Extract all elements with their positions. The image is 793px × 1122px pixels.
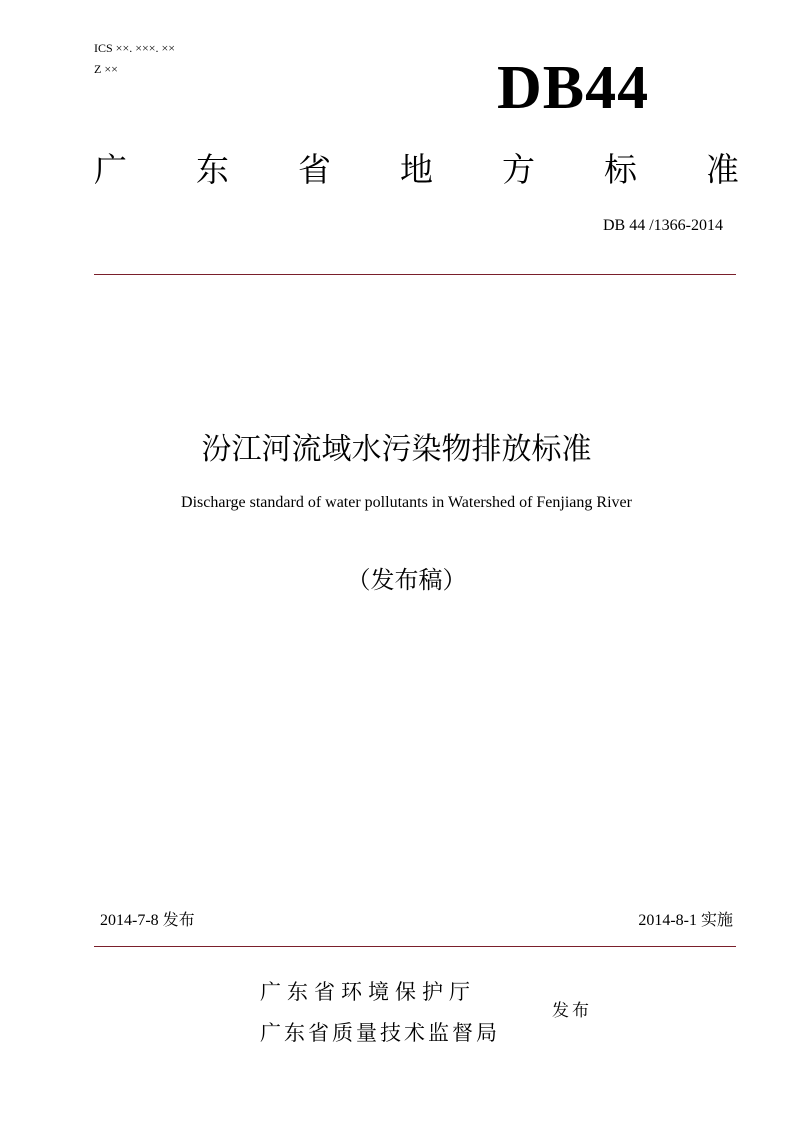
issue-verb: 发布 (552, 1001, 592, 1021)
document-status: （发布稿） (346, 566, 467, 594)
standard-type-title (94, 145, 739, 189)
standard-type-char: 标 (604, 149, 637, 189)
standard-type-char: 方 (502, 149, 535, 189)
bottom-divider (94, 946, 736, 947)
issuer-quality-supervision: 广东省质量技术监督局 (260, 1021, 500, 1045)
standard-type-char: 准 (706, 149, 739, 189)
standard-number: DB 44 /1366-2014 (603, 217, 723, 234)
standard-type-char: 地 (400, 149, 433, 189)
z-classification-code: Z ×× (94, 62, 118, 76)
document-title-english: Discharge standard of water pollutants in Watershed of Fenjiang River (181, 494, 632, 511)
ics-code: ICS ××. ×××. ×× (94, 41, 176, 55)
implementation-date: 2014-8-1 实施 (638, 912, 733, 929)
issuer-environmental-protection: 广东省环境保护厅 (260, 980, 476, 1004)
issue-date: 2014-7-8 发布 (100, 912, 195, 929)
standard-type-char: 东 (196, 149, 229, 189)
db44-logo: DB44 (497, 54, 650, 122)
standard-type-char: 广 (94, 149, 127, 189)
standard-type-char: 省 (298, 149, 331, 189)
document-title-chinese: 汾江河流域水污染物排放标准 (201, 432, 592, 467)
top-divider (94, 274, 736, 275)
